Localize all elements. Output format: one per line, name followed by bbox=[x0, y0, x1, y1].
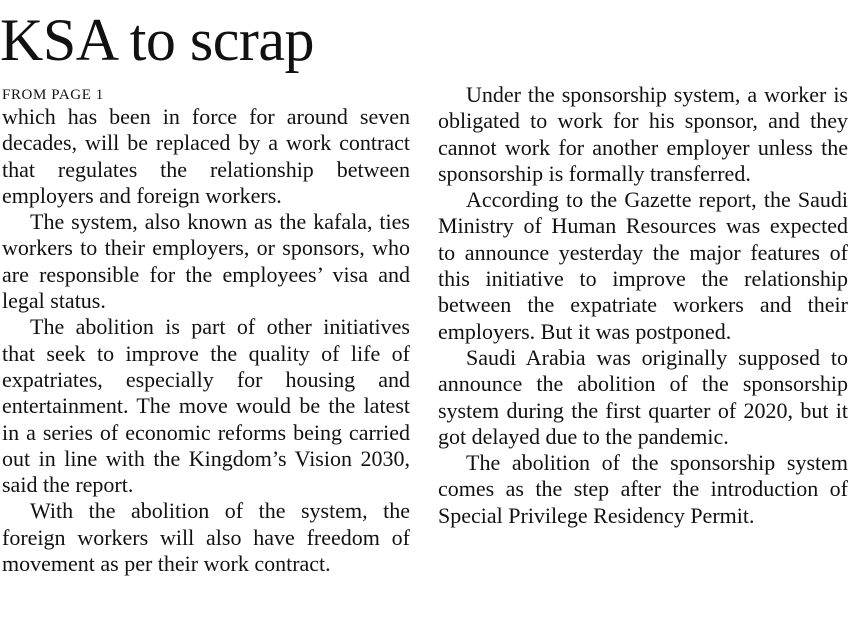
paragraph: The abolition is part of other initiatives that seek to improve the quality of life of expatriates, especially for housing and entertainment. The move would be the latest in a series of economic reforms being carried out in line with the Kingdom’s Vision 2030, said the report. bbox=[2, 314, 410, 498]
article-column-left bbox=[2, 104, 410, 577]
paragraph: which has been in force for around seven decades, will be replaced by a work contract that regulates the relationship between employers and foreign workers. bbox=[2, 104, 410, 208]
paragraph: With the abolition of the system, the foreign workers will also have freedom of movement as per their work contract. bbox=[2, 498, 410, 577]
paragraph: The abolition of the sponsorship system comes as the step after the introduction of Special Privilege Residency Permit. bbox=[438, 450, 848, 528]
continued-from-label: FROM PAGE 1 bbox=[2, 87, 104, 103]
headline: KSA to scrap bbox=[0, 7, 314, 73]
paragraph: Under the sponsorship system, a worker is obligated to work for his sponsor, and they cannot work for another employer unless the sponsorship is formally transferred. bbox=[438, 82, 848, 186]
paragraph: According to the Gazette report, the Saudi Ministry of Human Resources was expected to announce yesterday the major features of this initiative to improve the relationship between the expatriate workers and their employers. But it was postponed. bbox=[438, 187, 848, 344]
article-column-right bbox=[438, 82, 848, 529]
paragraph: The system, also known as the kafala, ties workers to their employers, or sponsors, who are responsible for the employees’ visa and legal status. bbox=[2, 209, 410, 314]
paragraph: Saudi Arabia was originally supposed to announce the abolition of the sponsorship system during the first quarter of 2020, but it got delayed due to the pandemic. bbox=[438, 344, 848, 449]
